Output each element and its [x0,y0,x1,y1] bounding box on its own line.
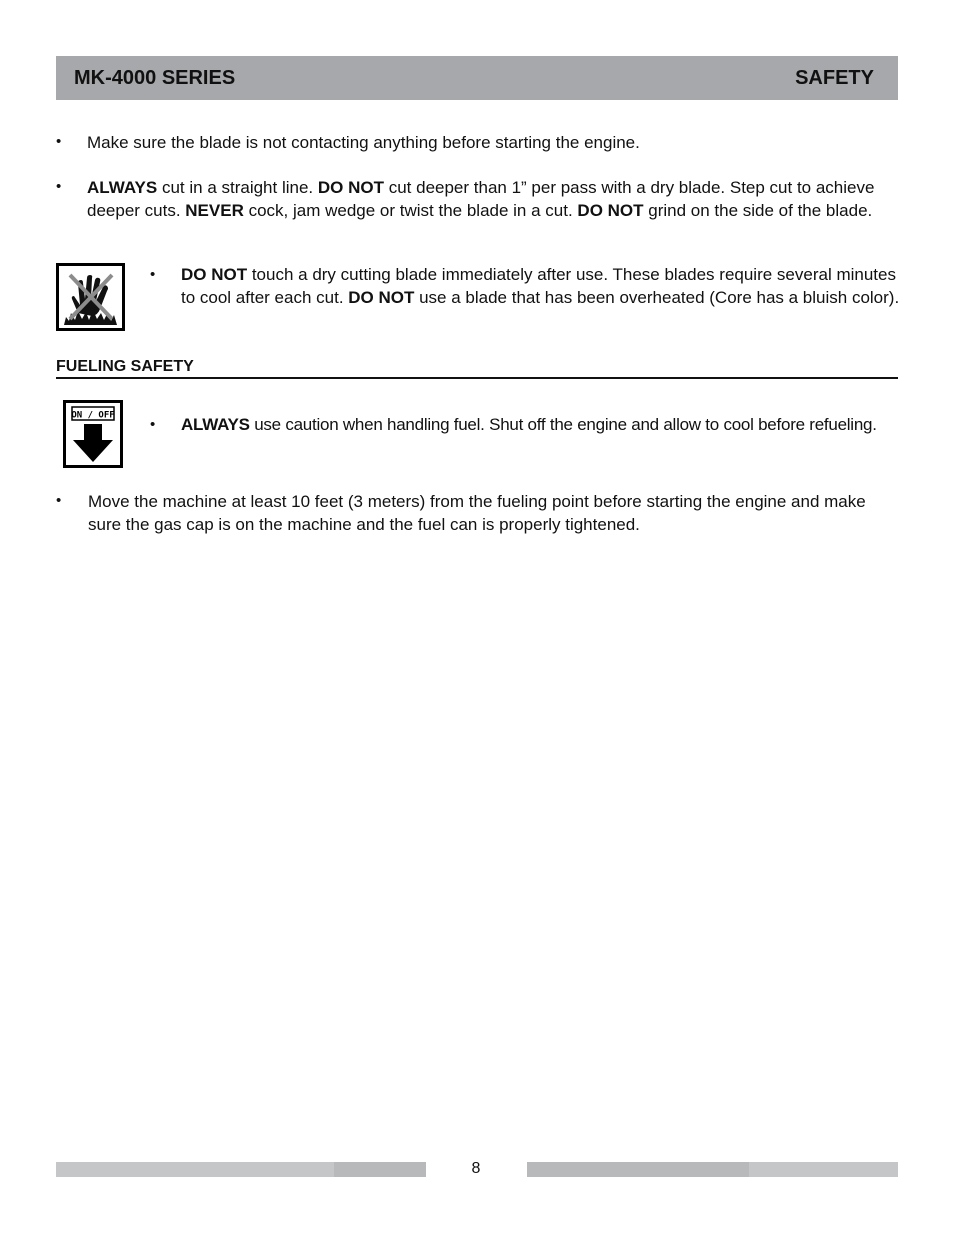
bullet-dot: • [150,266,156,283]
text-segment: grind on the side of the blade. [643,200,873,220]
bullet-straight-cut [87,177,877,222]
section-label: SAFETY [795,66,874,89]
no-touch-hand-flame-icon [56,263,125,331]
emphasis: DO NOT [317,178,384,197]
fueling-safety-heading: FUELING SAFETY [56,357,898,379]
emphasis: DO NOT [577,200,644,220]
on-off-down-arrow-icon [63,400,123,468]
bullet-dot: • [56,133,62,150]
emphasis: ALWAYS [181,415,250,434]
bullet-fuel-caution [181,414,951,437]
on-off-label: ON / OFF [71,410,115,421]
text-segment: cock, jam wedge or twist the blade in a cut. [243,200,578,220]
text-segment: touch a dry cutting blade immediately after use. These blades require several minutes to cool after each cut. [181,265,896,307]
emphasis: ALWAYS [87,178,158,197]
footer-bar-left [56,1162,426,1177]
page-number: 8 [471,1160,481,1177]
bullet-move-machine: Move the machine at least 10 feet (3 meters) from the fueling point before starting the engine and make sure the gas cap is on the machine and the fuel can is properly tightened. [88,492,866,534]
text-segment: cut in a straight line. [157,178,318,197]
emphasis: DO NOT [348,287,415,307]
text-segment: cut deeper than 1” per pass with a dry blade. Step cut to achieve deeper cuts. [87,178,875,220]
footer-bar-right [527,1162,898,1177]
emphasis: NEVER [185,200,244,220]
series-title: MK-4000 SERIES [74,66,236,89]
bullet-blade-contact: Make sure the blade is not contacting anything before starting the engine. [87,133,640,152]
text-segment: use a blade that has been overheated (Core has a bluish color). [414,287,900,307]
bullet-dot: • [150,416,156,433]
page-header [56,56,898,100]
bullet-dot: • [56,492,62,509]
text-segment: use caution when handling fuel. Shut off the engine and allow to cool before refueling. [249,415,877,434]
bullet-dot: • [56,178,62,195]
bullet-hot-blade [181,264,901,309]
emphasis: DO NOT [181,265,248,284]
